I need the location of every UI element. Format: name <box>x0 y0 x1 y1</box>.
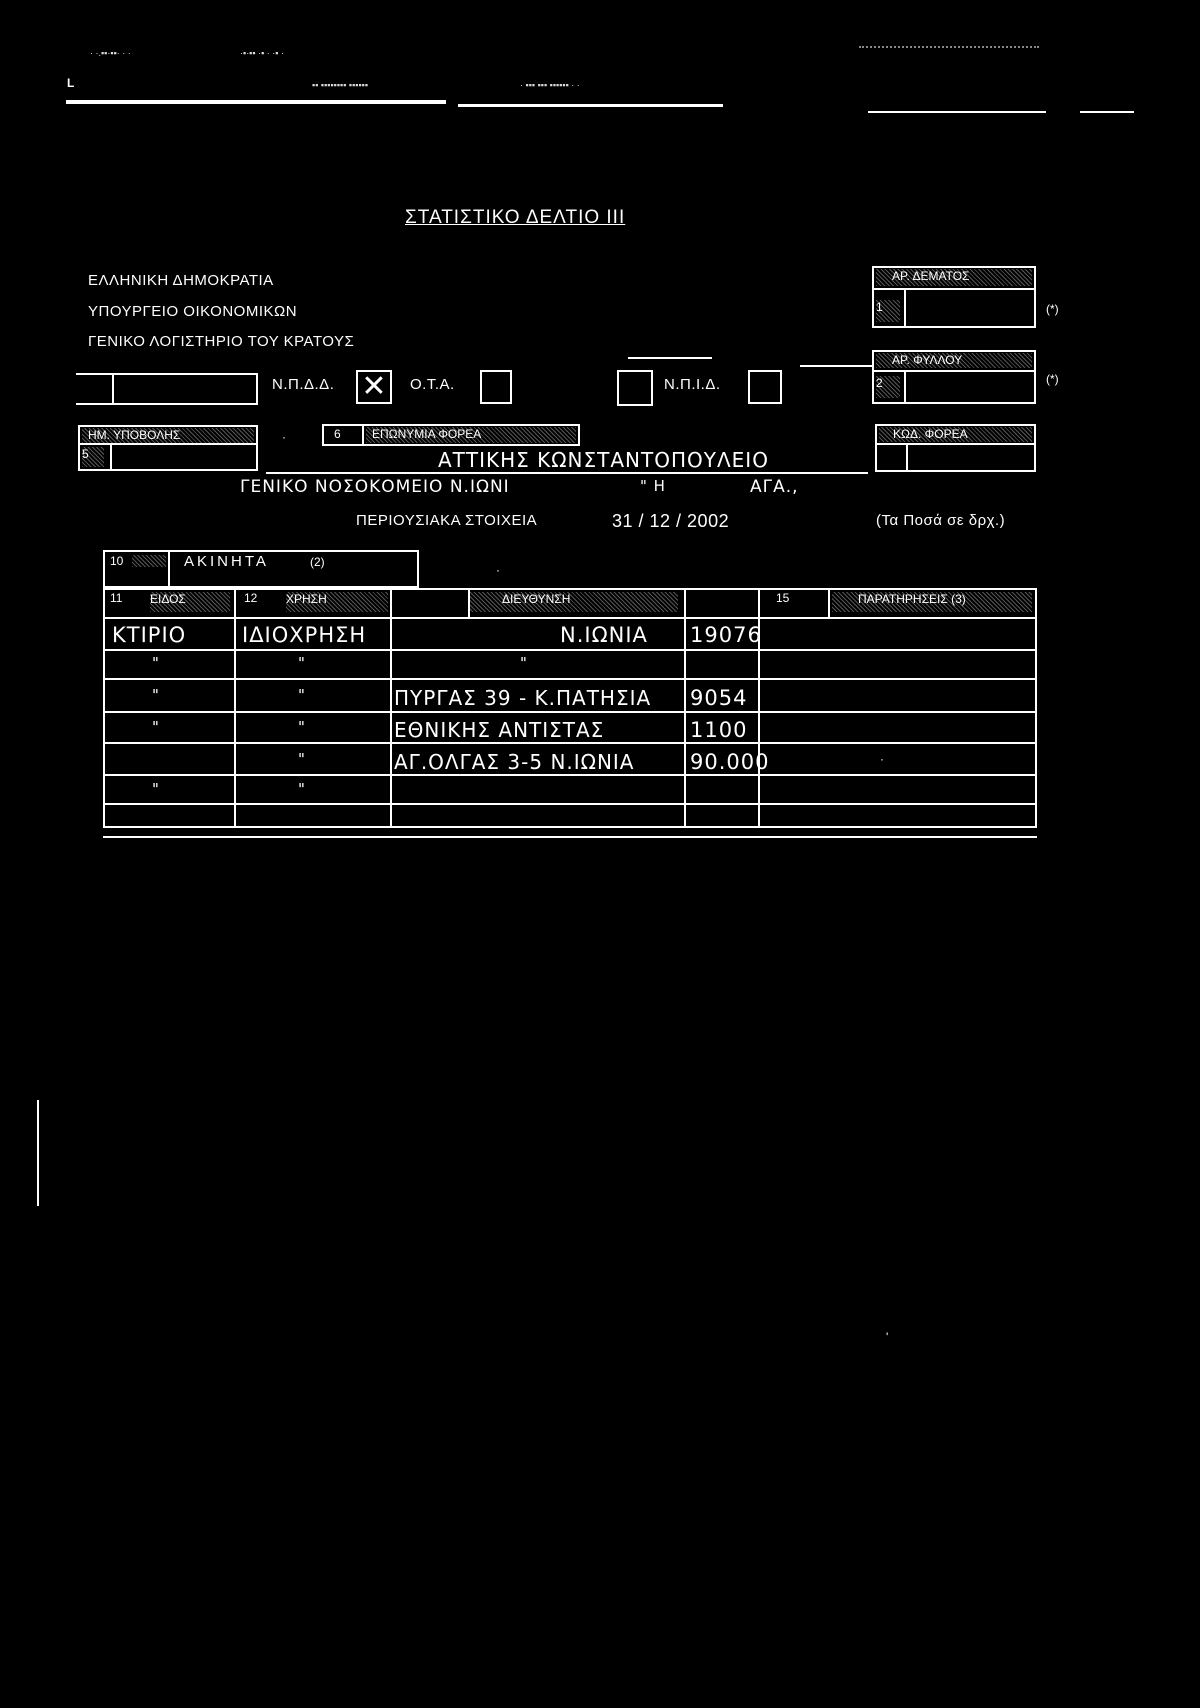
row-5-remarks-dot: · <box>880 752 884 766</box>
col-use-header <box>286 592 388 612</box>
npid-left-checkbox[interactable] <box>617 370 653 406</box>
sheet-note: (*) <box>1046 372 1059 386</box>
row-1-address: Ν.ΙΩΝΙΑ <box>560 623 648 647</box>
col-use-number: 12 <box>244 591 258 605</box>
ota-checkbox[interactable] <box>480 370 512 404</box>
bundle-cell-number: 1 <box>876 300 883 314</box>
row-line-6 <box>103 803 1037 805</box>
row-line-2 <box>103 678 1037 680</box>
row-line-5 <box>103 774 1037 776</box>
handwritten-ditto-mark: " Η <box>640 477 666 495</box>
submission-cell-divider <box>110 443 112 471</box>
submission-date-header <box>82 428 254 443</box>
row-4-type: " <box>152 718 160 736</box>
submission-cell-number: 5 <box>82 447 89 461</box>
scan-noise-top-left: · ·.▪▪·▪▪· · · <box>90 48 131 58</box>
body-name-cell-number: 6 <box>334 427 341 441</box>
asset-heading-units: (Τα Ποσά σε δρχ.) <box>876 512 1006 529</box>
submission-date-divider <box>78 443 258 445</box>
col-remarks-header <box>832 592 1032 612</box>
row-2-type: " <box>152 654 160 672</box>
col-address-left-edge <box>468 588 470 617</box>
npdd-label: Ν.Π.Δ.Δ. <box>272 376 335 393</box>
body-code-cell-divider <box>906 443 908 472</box>
header-rule-left <box>66 100 446 104</box>
row-2-use: " <box>298 654 306 672</box>
row-2-address: " <box>520 654 528 672</box>
col-address-header <box>468 592 678 612</box>
row-3-code: 9054 <box>690 686 748 710</box>
entity-code-field[interactable] <box>112 373 258 405</box>
body-name-cell-divider <box>362 424 364 446</box>
bundle-number-label: ΑΡ. ΔΕΜΑΤΟΣ <box>892 269 970 283</box>
issuer-line-1: ΕΛΛΗΝΙΚΗ ΔΗΜΟΚΡΑΤΙΑ <box>88 272 274 289</box>
row-line-1 <box>103 649 1037 651</box>
row-1-use: ΙΔΙΟΧΡΗΣΗ <box>242 623 367 647</box>
header-rule-right <box>868 111 1046 113</box>
scan-noise-header-text: ▪▪ ▪▪▪▪▪▪▪▪ ▪▪▪▪▪▪ <box>312 80 369 90</box>
col-address-label: ΔΙΕΥΘΥΝΣΗ <box>502 592 571 606</box>
row-6-type: " <box>152 780 160 798</box>
sheet-cell-number: 2 <box>876 376 883 390</box>
real-estate-cell-shade <box>132 555 166 567</box>
body-name-label: ΕΠΩΝΥΜΙΑ ΦΟΡΕΑ <box>372 427 482 441</box>
scan-edge-line <box>37 1100 39 1206</box>
separator-dot: · <box>282 430 286 444</box>
bundle-cell-divider <box>904 290 906 328</box>
scan-speck: ' <box>886 1330 889 1344</box>
entity-code-bottom-line <box>76 403 258 405</box>
row-line-3 <box>103 711 1037 713</box>
sheet-number-label: ΑΡ. ΦΥΛΛΟΥ <box>892 353 963 367</box>
table-header-bottom <box>103 617 1037 619</box>
scan-noise-dots <box>859 46 1039 48</box>
sheet-number-header <box>876 353 1032 368</box>
body-name-value: ΑΤΤΙΚΗΣ ΚΩΝΣΤΑΝΤΟΠΟΥΛΕΙΟ <box>438 448 769 472</box>
bundle-number-header <box>876 269 1032 286</box>
header-rule-right-2 <box>1080 111 1134 113</box>
col-use-label: ΧΡΗΣΗ <box>286 592 327 606</box>
submission-date-label: ΗΜ. ΥΠΟΒΟΛΗΣ <box>88 428 181 442</box>
col-type-header <box>150 592 230 612</box>
col-remarks-label: ΠΑΡΑΤΗΡΗΣΕΙΣ (3) <box>858 592 966 606</box>
asset-heading-date: 31 / 12 / 2002 <box>612 511 730 531</box>
col-divider-1 <box>234 588 236 828</box>
npdd-checkbox[interactable]: ✕ <box>356 370 392 404</box>
real-estate-label: ΑΚΙΝΗΤΑ <box>184 553 269 570</box>
row-1-code: 19076 <box>690 623 762 647</box>
row-5-address: ΑΓ.ΟΛΓΑΣ 3-5 Ν.ΙΩΝΙΑ <box>394 750 635 774</box>
scan-noise-header-text-2: · ▪▪▪ ▪▪▪ ▪▪▪▪▪▪ · · <box>520 80 580 90</box>
npid-rule <box>628 357 712 359</box>
col-remarks-number: 15 <box>776 591 790 605</box>
row-4-address: ΕΘΝΙΚΗΣ ΑΝΤΙΣΤΑΣ <box>394 718 605 742</box>
bundle-divider <box>872 288 1036 290</box>
body-name-label-cell <box>366 427 576 443</box>
body-code-header <box>879 427 1032 442</box>
real-estate-cell-number: 10 <box>110 554 124 568</box>
row-4-code: 1100 <box>690 718 748 742</box>
form-title: ΣΤΑΤΙΣΤΙΚΟ ΔΕΛΤΙΟ III <box>405 207 626 228</box>
scan-noise-top-center: ·▪·▪▪ ·▪ · ·▪ · <box>240 48 284 58</box>
row-3-address: ΠΥΡΓΑΣ 39 - Κ.ΠΑΤΗΣΙΑ <box>394 686 652 710</box>
col-divider-3 <box>684 588 686 828</box>
sheet-divider <box>872 370 1036 372</box>
col-remarks-left-edge <box>828 588 830 617</box>
stray-dot: · <box>496 563 500 577</box>
handwritten-tail: ΑΓΑ., <box>750 477 799 497</box>
body-name-value-line-2: ΓΕΝΙΚΟ ΝΟΣΟΚΟΜΕΙΟ Ν.ΙΩΝΙ <box>240 477 510 497</box>
row-5-code: 90.000 <box>690 750 770 774</box>
row-5-use: " <box>298 750 306 768</box>
sheet-leader-line <box>800 365 872 367</box>
row-1-type: ΚΤΙΡΙΟ <box>112 623 187 647</box>
col-type-number: 11 <box>110 591 123 605</box>
issuer-line-3: ΓΕΝΙΚΟ ΛΟΓΙΣΤΗΡΙΟ ΤΟΥ ΚΡΑΤΟΥΣ <box>88 333 355 350</box>
real-estate-note: (2) <box>310 555 325 569</box>
submission-cell-tag <box>82 447 104 467</box>
asset-heading-prefix: ΠΕΡΙΟΥΣΙΑΚΑ ΣΤΟΙΧΕΙΑ <box>356 512 538 529</box>
sheet-cell-tag <box>876 376 900 398</box>
issuer-line-2: ΥΠΟΥΡΓΕΙΟ ΟΙΚΟΝΟΜΙΚΩΝ <box>88 303 298 320</box>
page-mark: L <box>67 76 75 90</box>
body-code-divider <box>875 443 1036 445</box>
ota-label: Ο.Τ.Α. <box>410 376 455 393</box>
table-bottom-line <box>103 836 1037 838</box>
row-4-use: " <box>298 718 306 736</box>
row-3-use: " <box>298 686 306 704</box>
header-rule-center <box>458 104 723 107</box>
col-divider-2 <box>390 588 392 828</box>
col-type-label: ΕΙΔΟΣ <box>150 592 186 606</box>
bundle-cell-tag <box>876 300 900 322</box>
bundle-note: (*) <box>1046 302 1059 316</box>
body-code-label: ΚΩΔ. ΦΟΡΕΑ <box>893 427 968 441</box>
npid-label: Ν.Π.Ι.Δ. <box>664 376 721 393</box>
body-name-underline <box>266 472 868 474</box>
row-line-4 <box>103 742 1037 744</box>
sheet-cell-divider <box>904 372 906 404</box>
real-estate-cell-divider <box>168 550 170 588</box>
row-6-use: " <box>298 780 306 798</box>
row-3-type: " <box>152 686 160 704</box>
npid-checkbox[interactable] <box>748 370 782 404</box>
